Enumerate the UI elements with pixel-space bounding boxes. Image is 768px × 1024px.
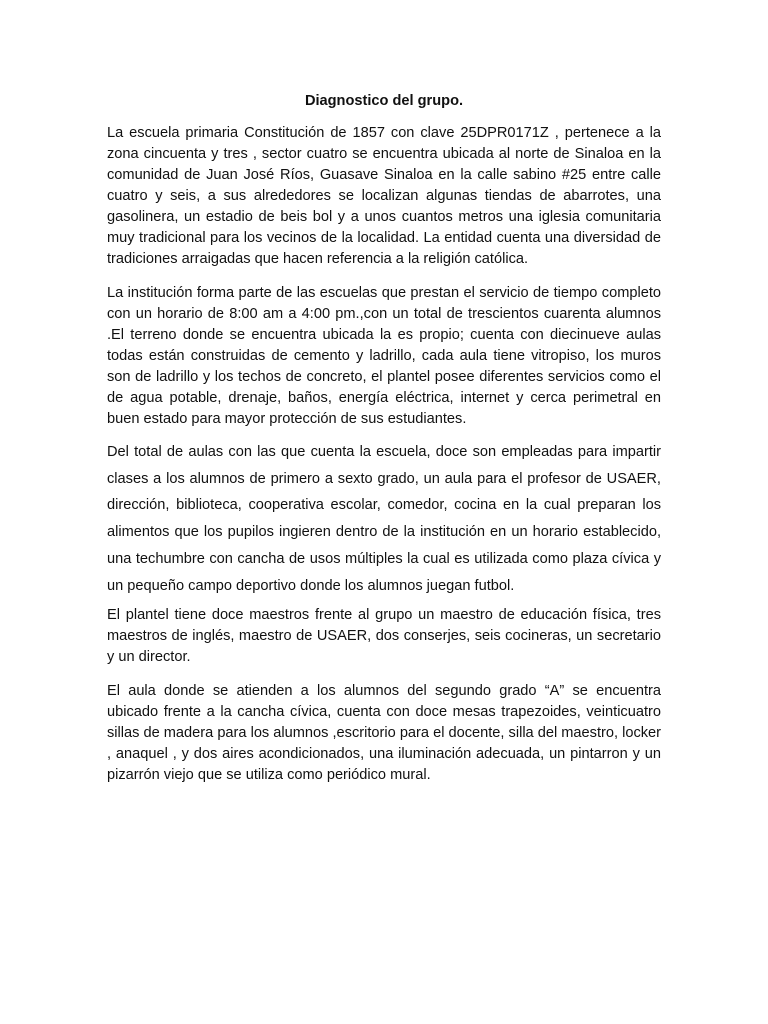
paragraph-classrooms: Del total de aulas con las que cuenta la escuela, doce son empleadas para impartir clases a los alumnos de primero a sexto grado, un aula para el profesor de USAER, dirección, biblioteca, cooperativa escolar, comedor, cocina en la cual preparan los alimentos que los pupilos ingieren dentro de la institución en un horario establecido, una techumbre con cancha de usos múltiples la cual es utilizada como plaza cívica y un pequeño campo deportivo donde los alumnos juegan futbol. xyxy=(107,444,661,594)
paragraph-institution: La institución forma parte de las escuelas que prestan el servicio de tiempo completo con un horario de 8:00 am a 4:00 pm.,con un total de trescientos cuarenta alumnos .El terreno donde se encuentra ubicada la es propio; cuenta con diecinueve aulas todas están construidas de cemento y ladrillo, cada aula tiene vitropiso, los muros son de ladrillo y los techos de concreto, el plantel posee diferentes servicios como el de agua potable, drenaje, baños, energía eléctrica, internet y cerca perimetral en buen estado para mayor protección de sus estudiantes. xyxy=(107,285,661,427)
document-body xyxy=(107,91,661,799)
paragraph-location: La escuela primaria Constitución de 1857 con clave 25DPR0171Z , pertenece a la zona cincuenta y tres , sector cuatro se encuentra ubicada al norte de Sinaloa en la comunidad de Juan José Ríos, Guasave Sinaloa en la calle sabino #25 entre calle cuatro y seis, a sus alrededores se localizan algunas tiendas de abarrotes, una gasolinera, un estadio de beis bol y a unos cuantos metros una iglesia comunitaria muy tradicional para los vecinos de la localidad. La entidad cuenta una diversidad de tradiciones arraigadas que hacen referencia a la religión católica. xyxy=(107,125,661,267)
document-title: Diagnostico del grupo. xyxy=(304,93,464,109)
paragraph-classroom-second-grade: El aula donde se atienden a los alumnos del segundo grado “A” se encuentra ubicado frente a la cancha cívica, cuenta con doce mesas trapezoides, veinticuatro sillas de madera para los alumnos ,escritorio para el docente, silla del maestro, locker , anaquel , y dos aires acondicionados, una iluminación adecuada, un pintarron y un pizarrón viejo que se utiliza como periódico mural. xyxy=(107,683,662,784)
paragraph-staff: El plantel tiene doce maestros frente al grupo un maestro de educación física, tres maestros de inglés, maestro de USAER, dos conserjes, seis cocineras, un secretario y un director. xyxy=(107,607,661,666)
